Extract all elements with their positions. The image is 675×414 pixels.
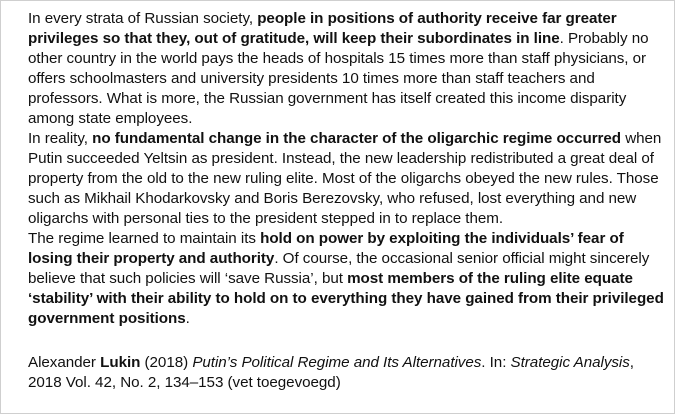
text-segment: In reality, [28,130,93,147]
citation [28,353,666,393]
text-segment: . [185,310,190,327]
paragraph-hold-on-power [28,229,666,329]
paragraph-oligarchic-regime [28,129,666,229]
citation-in: . In: [481,354,511,371]
text-segment: . Probably no other country in the world pays the heads of hospitals 15 times more than staff physicians, or offers schoolmasters and university presidents 10 times more than staff teachers and professors. What is more, the Russian government has itself created this income disparity among state employees. [28,30,649,127]
citation-author-last: Lukin [100,354,141,371]
quote-text-block [28,9,666,393]
citation-author-first: Alexander [28,354,101,371]
paragraph-privileges [28,9,666,129]
citation-year: (2018) [140,354,193,371]
emphasis-ruling-elite: most members of the ruling elite equate ‘stability’ with their ability to hold on to everything they have gained from their privileged government positions [28,270,664,327]
citation-title: Putin’s Political Regime and Its Alternatives [192,354,482,371]
citation-details: , 2018 Vol. 42, No. 2, 134–153 (vet toegevoegd) [28,354,634,391]
emphasis-privileges: people in positions of authority receive far greater privileges so that they, out of gratitude, will keep their subordinates in line [28,10,617,47]
text-segment: when Putin succeeded Yeltsin as president. Instead, the new leadership redistributed a great deal of property from the old to the new ruling elite. Most of the oligarchs obeyed the new rules. Those such as Mikhail Khodarkovsky and Boris Berezovsky, who refused, lost everything and new oligarchs with personal ties to the president stepped in to replace them. [28,130,662,227]
emphasis-hold-on-power: hold on power by exploiting the individuals’ fear of losing their property and authority [28,230,624,267]
text-segment: . Of course, the occasional senior official might sincerely believe that such policies will ‘save Russia’, but [28,250,650,287]
emphasis-no-fundamental-change: no fundamental change in the character of the oligarchic regime occurred [92,130,622,147]
text-segment: In every strata of Russian society, [28,10,258,27]
text-segment: The regime learned to maintain its [28,230,261,247]
citation-journal: Strategic Analysis [510,354,630,371]
